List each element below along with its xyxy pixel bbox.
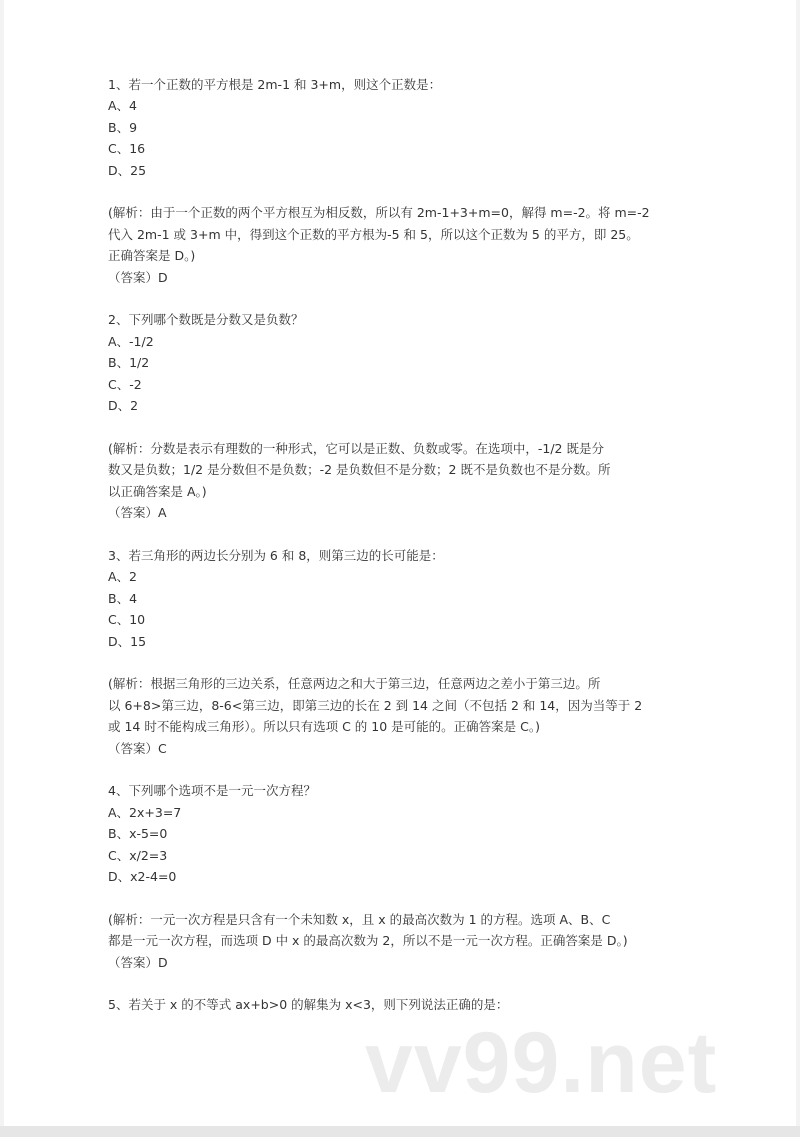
question-text: 3、若三角形的两边长分别为 6 和 8，则第三边的长可能是：	[108, 547, 444, 563]
blank-line	[108, 288, 698, 309]
question-text: 5、若关于 x 的不等式 ax+b>0 的解集为 x<3，则下列说法正确的是：	[108, 997, 509, 1013]
page-edge-right	[796, 0, 800, 1137]
question-text: 2、下列哪个数既是分数又是负数？	[108, 312, 304, 328]
option-item: B、9	[108, 119, 138, 135]
option-item: A、4	[108, 98, 138, 114]
blank-line	[108, 181, 698, 202]
option-item: D、2	[108, 398, 139, 414]
explanation-line: (解析：根据三角形的三边关系，任意两边之和大于第三边，任意两边之差小于第三边。所	[108, 676, 601, 692]
explanation-line: 都是一元一次方程，而选项 D 中 x 的最高次数为 2，所以不是一元一次方程。正确答案是 D。)	[108, 933, 628, 949]
answer-text: （答案）D	[108, 954, 168, 970]
explanation-line: 正确答案是 D。)	[108, 248, 196, 264]
blank-line	[108, 887, 698, 908]
watermark: vv99.net	[365, 1015, 718, 1111]
blank-line	[108, 759, 698, 780]
option-item: C、-2	[108, 376, 142, 392]
explanation-line: 以正确答案是 A。)	[108, 483, 207, 499]
blank-line	[108, 973, 698, 994]
option-item: A、2	[108, 569, 138, 585]
answer-text: （答案）D	[108, 269, 168, 285]
blank-line	[108, 652, 698, 673]
option-item: D、15	[108, 633, 147, 649]
page-edge-left	[0, 0, 4, 1137]
option-item: A、-1/2	[108, 333, 154, 349]
answer-text: （答案）C	[108, 740, 167, 756]
explanation-line: 或 14 时不能构成三角形）。所以只有选项 C 的 10 是可能的。正确答案是 C。)	[108, 719, 540, 735]
explanation-line: 代入 2m-1 或 3+m 中，得到这个正数的平方根为-5 和 5，所以这个正数为 5 的平方，即 25。	[108, 226, 639, 242]
blank-line	[108, 416, 698, 437]
option-item: B、1/2	[108, 355, 150, 371]
option-item: A、2x+3=7	[108, 804, 182, 820]
document-body	[108, 74, 698, 1016]
option-item: C、x/2=3	[108, 847, 168, 863]
explanation-line: (解析：由于一个正数的两个平方根互为相反数，所以有 2m-1+3+m=0，解得 m=-2。将 m=-2	[108, 205, 650, 221]
explanation-line: (解析：一元一次方程是只含有一个未知数 x，且 x 的最高次数为 1 的方程。选项 A、B、C	[108, 911, 611, 927]
option-item: C、16	[108, 141, 146, 157]
answer-text: （答案）A	[108, 505, 167, 521]
question-text: 1、若一个正数的平方根是 2m-1 和 3+m，则这个正数是：	[108, 77, 442, 92]
question-text: 4、下列哪个选项不是一元一次方程？	[108, 783, 316, 799]
explanation-line: (解析：分数是表示有理数的一种形式，它可以是正数、负数或零。在选项中，-1/2 既是分	[108, 440, 604, 456]
option-item: B、x-5=0	[108, 826, 168, 842]
page-bottom-border	[0, 1126, 800, 1137]
option-item: B、4	[108, 590, 138, 606]
option-item: D、x2-4=0	[108, 868, 177, 884]
option-item: D、25	[108, 162, 147, 178]
explanation-line: 以 6+8>第三边，8-6<第三边，即第三边的长在 2 到 14 之间（不包括 2 和 14，因为当等于 2	[108, 697, 643, 713]
option-item: C、10	[108, 612, 146, 628]
blank-line	[108, 523, 698, 544]
explanation-line: 数又是负数；1/2 是分数但不是负数；-2 是负数但不是分数；2 既不是负数也不是分数。所	[108, 462, 611, 478]
